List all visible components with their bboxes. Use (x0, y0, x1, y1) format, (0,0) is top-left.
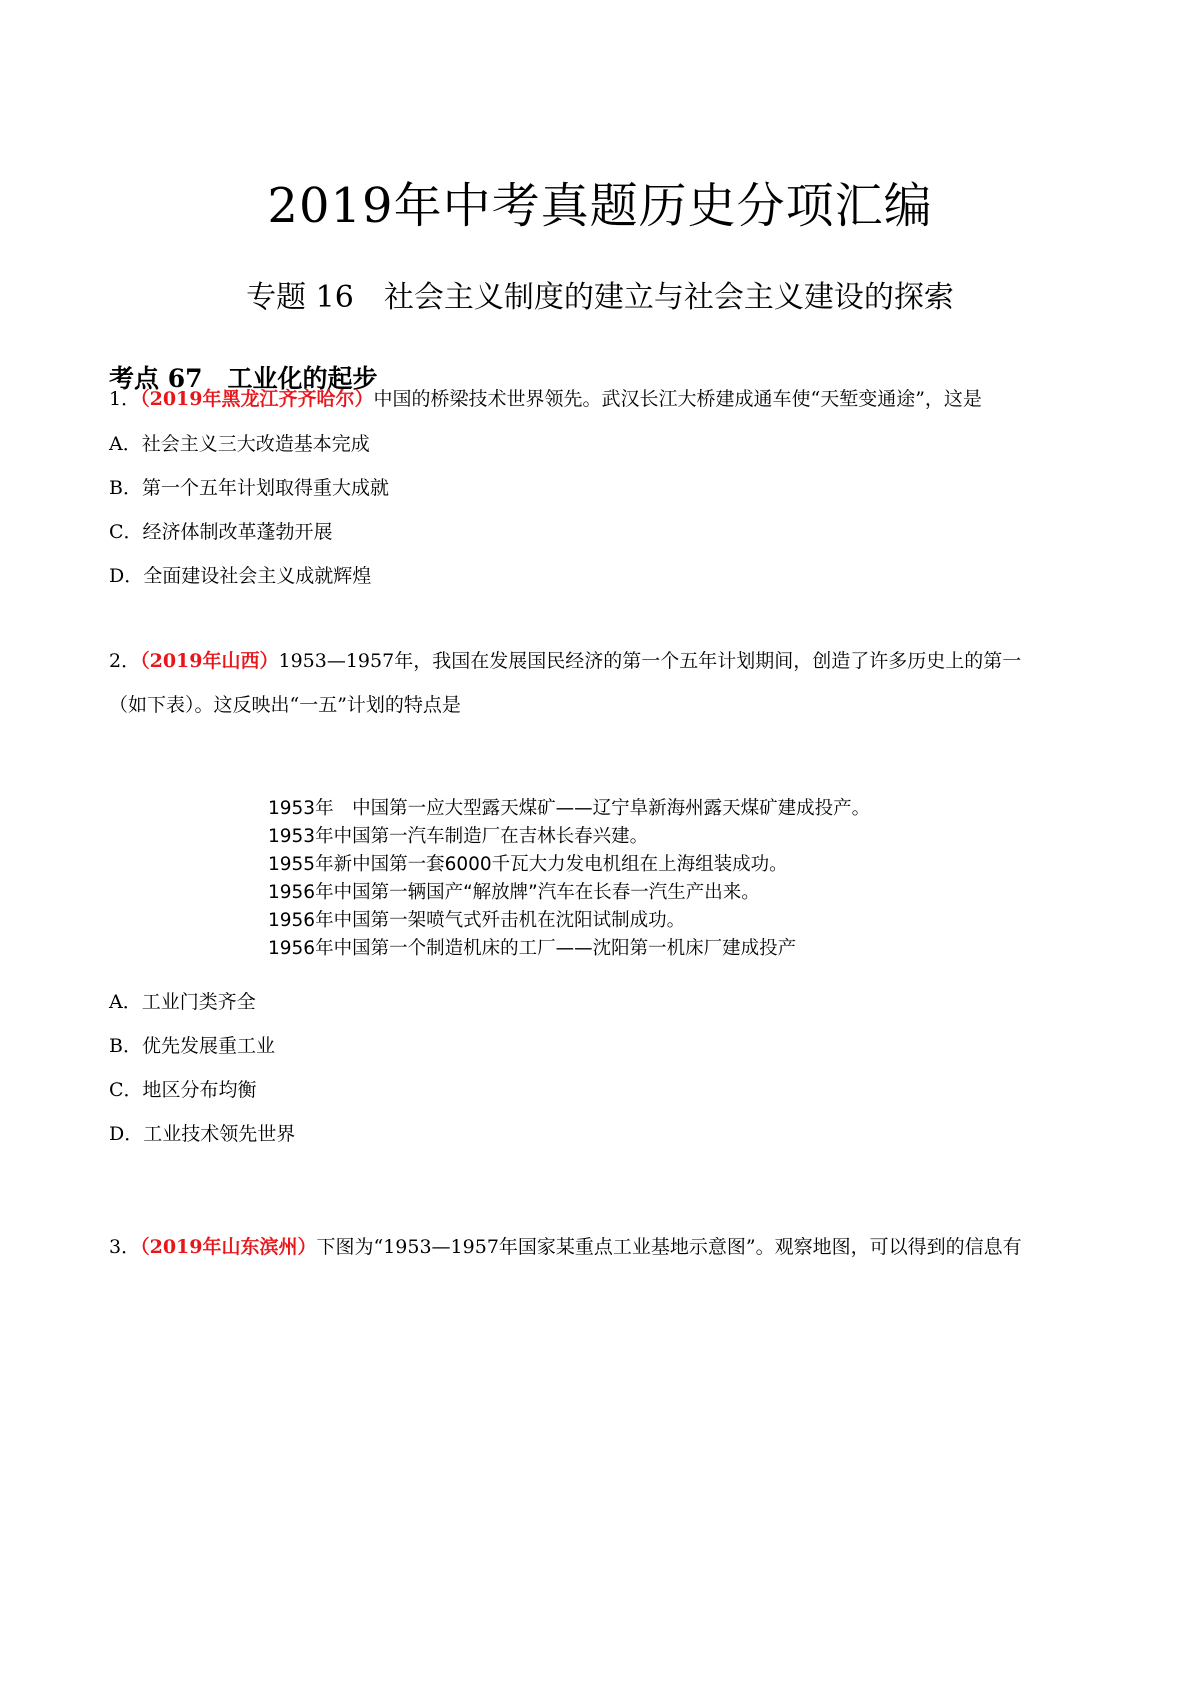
table-row: 1956年中国第一架喷气式歼击机在沈阳试制成功。 (268, 910, 686, 931)
question-2-option-b: B．优先发展重工业 (109, 1035, 275, 1057)
topic-subtitle: 专题 16 社会主义制度的建立与社会主义建设的探索 (246, 280, 954, 315)
question-1-option-b: B．第一个五年计划取得重大成就 (109, 477, 389, 499)
question-number: 2． (109, 650, 141, 672)
question-2-stem-continued: （如下表）。这反映出“一五”计划的特点是 (109, 694, 461, 716)
table-row: 1953年 中国第一应大型露天煤矿——辽宁阜新海州露天煤矿建成投产。 (268, 798, 871, 819)
question-3-stem (109, 1233, 1022, 1261)
table-row: 1956年中国第一个制造机床的工厂——沈阳第一机床厂建成投产 (268, 938, 797, 959)
table-row: 1955年新中国第一套6000千瓦大力发电机组在上海组装成功。 (268, 854, 788, 875)
question-text: 下图为“1953—1957年国家某重点工业基地示意图”。观察地图，可以得到的信息有 (316, 1236, 1022, 1258)
table-row: 1953年中国第一汽车制造厂在吉林长春兴建。 (268, 826, 649, 847)
firsts-table (268, 795, 870, 963)
question-text: 1953—1957年，我国在发展国民经济的第一个五年计划期间，创造了许多历史上的第一 (278, 650, 1022, 672)
section-heading: 考点 67 工业化的起步 (109, 364, 378, 393)
question-2-option-d: D．工业技术领先世界 (109, 1123, 296, 1145)
question-1-option-c: C．经济体制改革蓬勃开展 (109, 521, 333, 543)
question-text: 中国的桥梁技术世界领先。武汉长江大桥建成通车使“天堑变通途”，这是 (373, 388, 982, 410)
question-2-option-c: C．地区分布均衡 (109, 1079, 257, 1101)
table-row: 1956年中国第一辆国产“解放牌”汽车在长春一汽生产出来。 (268, 882, 760, 903)
question-1-option-a: A．社会主义三大改造基本完成 (109, 433, 370, 455)
question-source: （2019年山东滨州） (140, 1236, 317, 1258)
question-1-stem (109, 385, 982, 413)
question-2-option-a: A．工业门类齐全 (109, 991, 256, 1013)
question-number: 3． (109, 1236, 141, 1258)
question-source: （2019年黑龙江齐齐哈尔） (140, 388, 374, 410)
question-number: 1． (109, 388, 141, 410)
document-title: 2019年中考真题历史分项汇编 (267, 178, 933, 234)
question-source: （2019年山西） (140, 650, 279, 672)
question-1-option-d: D．全面建设社会主义成就辉煌 (109, 565, 372, 587)
question-2-stem (109, 647, 1021, 675)
